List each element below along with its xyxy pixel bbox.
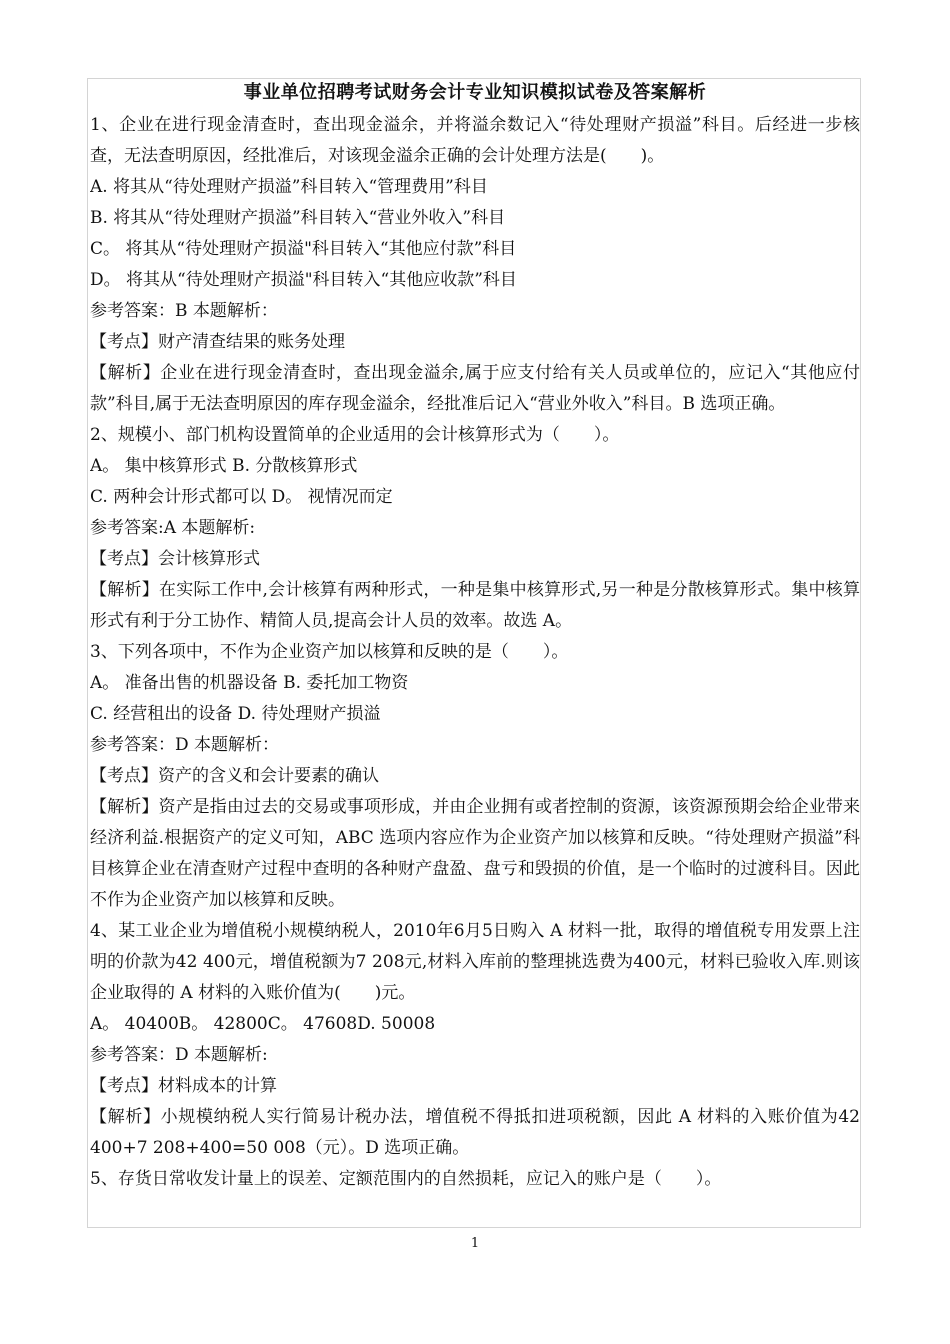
- question-2-analysis: 【解析】在实际工作中,会计核算有两种形式，一种是集中核算形式,另一种是分散核算形式。集中核算形式有利于分工协作、精简人员,提高会计人员的效率。故选 A。: [90, 580, 860, 631]
- question-1-option-c: C。 将其从“待处理财产损溢"科目转入“其他应付款”科目: [90, 239, 517, 259]
- question-5-stem: 5、存货日常收发计量上的误差、定额范围内的自然损耗，应记入的账户是（ ）。: [90, 1169, 722, 1189]
- question-3-analysis: 【解析】资产是指由过去的交易或事项形成，并由企业拥有或者控制的资源，该资源预期会给企业带来经济利益.根据资产的定义可知，ABC 选项内容应作为企业资产加以核算和反映。“待处理财产损溢”科目核算企业在清查财产过程中查明的各种财产盘盈、盘亏和毁损的价值，是一个临时的过渡科目。因此不作为企业资产加以核算和反映。: [90, 797, 860, 910]
- question-4-analysis: 【解析】小规模纳税人实行简易计税办法，增值税不得抵扣进项税额，因此 A 材料的入账价值为42 400+7 208+400=50 008（元）。D 选项正确。: [90, 1107, 860, 1158]
- question-1-stem: 1、企业在进行现金清查时，查出现金溢余，并将溢余数记入“待处理财产损溢”科目。后经进一步核查，无法查明原因，经批准后，对该现金溢余正确的会计处理方法是( )。: [90, 115, 860, 166]
- question-2-options-cd: C. 两种会计形式都可以 D。 视情况而定: [90, 487, 393, 507]
- question-1-answer: 参考答案：B 本题解析：: [90, 301, 278, 321]
- question-2-options-ab: A。 集中核算形式 B. 分散核算形式: [90, 456, 358, 476]
- question-3-answer: 参考答案：D 本题解析：: [90, 735, 280, 755]
- question-3-options-ab: A。 准备出售的机器设备 B. 委托加工物资: [90, 673, 409, 693]
- question-3-stem: 3、下列各项中，不作为企业资产加以核算和反映的是（ ）。: [90, 642, 569, 662]
- question-4-answer: 参考答案：D 本题解析:: [90, 1045, 268, 1065]
- question-4-point: 【考点】材料成本的计算: [90, 1076, 277, 1096]
- question-3-point: 【考点】资产的含义和会计要素的确认: [90, 766, 379, 786]
- document-title: 事业单位招聘考试财务会计专业知识模拟试卷及答案解析: [243, 82, 707, 103]
- question-4-stem: 4、某工业企业为增值税小规模纳税人，2010年6月5日购入 A 材料一批，取得的增值税专用发票上注明的价款为42 400元，增值税额为7 208元,材料入库前的整理挑选费为400元，材料已验收入库.则该企业取得的 A 材料的入账价值为( )元。: [90, 921, 860, 1003]
- question-2-answer: 参考答案:A 本题解析:: [90, 518, 256, 538]
- question-2-point: 【考点】会计核算形式: [90, 549, 260, 569]
- question-4-options: A。 40400B。 42800C。 47608D. 50008: [90, 1014, 436, 1034]
- question-1-point: 【考点】财产清查结果的账务处理: [90, 332, 345, 352]
- question-1-option-a: A. 将其从“待处理财产损溢”科目转入“管理费用”科目: [90, 177, 488, 197]
- question-2-stem: 2、规模小、部门机构设置简单的企业适用的会计核算形式为（ ）。: [90, 425, 620, 445]
- document-body: [90, 80, 860, 1195]
- question-1-analysis: 【解析】企业在进行现金清查时，查出现金溢余,属于应支付给有关人员或单位的，应记入“其他应付款”科目,属于无法查明原因的库存现金溢余，经批准后记入“营业外收入”科目。B 选项正确。: [90, 363, 860, 414]
- question-1-option-b: B. 将其从“待处理财产损溢”科目转入“营业外收入”科目: [90, 208, 506, 228]
- question-1-option-d: D。 将其从“待处理财产损溢"科目转入“其他应收款”科目: [90, 270, 517, 290]
- page-number: 1: [470, 1236, 480, 1251]
- question-3-options-cd: C. 经营租出的设备 D. 待处理财产损溢: [90, 704, 381, 724]
